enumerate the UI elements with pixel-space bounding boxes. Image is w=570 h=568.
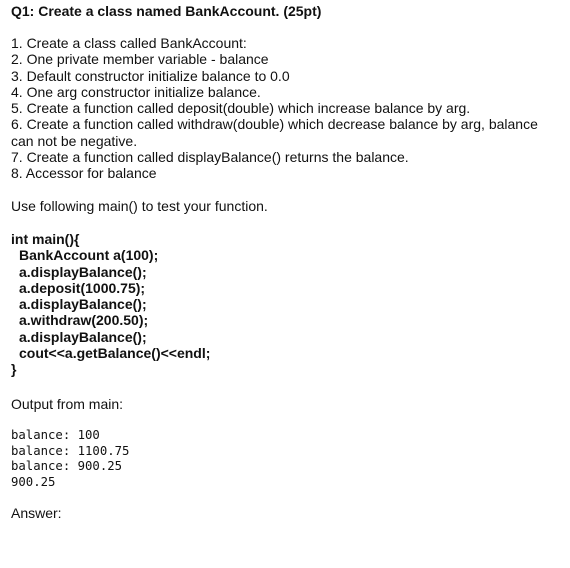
- code-line: a.displayBalance();: [19, 296, 147, 313]
- code-line: int main(){: [11, 231, 80, 247]
- requirement-item: 4. One arg constructor initialize balance.: [11, 83, 261, 100]
- program-output-block: [11, 428, 129, 490]
- output-line: balance: 1100.75: [11, 443, 130, 458]
- requirements-list: [11, 35, 563, 182]
- requirement-item: 5. Create a function called deposit(double) which increase balance by arg.: [11, 100, 471, 117]
- code-line: a.displayBalance();: [19, 328, 147, 345]
- code-line: a.withdraw(200.50);: [19, 312, 149, 329]
- code-line: a.displayBalance();: [19, 263, 147, 280]
- answer-label: Answer:: [11, 505, 62, 521]
- requirement-item: 7. Create a function called displayBalance() returns the balance.: [11, 149, 409, 166]
- output-line: balance: 900.25: [11, 459, 123, 473]
- question-title: Q1: Create a class named BankAccount. (25pt): [11, 3, 322, 19]
- requirement-item: 8. Accessor for balance: [11, 165, 157, 182]
- output-line: 900.25: [11, 474, 56, 489]
- code-line: a.deposit(1000.75);: [19, 279, 146, 296]
- output-heading: Output from main:: [11, 396, 124, 412]
- requirement-item: 6. Create a function called withdraw(double) which decrease balance by arg, balance can not be negative.: [11, 116, 538, 149]
- test-instructions: Use following main() to test your function.: [11, 198, 268, 214]
- code-line: BankAccount a(100);: [19, 247, 159, 264]
- requirement-item: 3. Default constructor initialize balance to 0.0: [11, 67, 290, 84]
- code-line: cout<<a.getBalance()<<endl;: [19, 345, 211, 362]
- requirement-item: 2. One private member variable - balance: [11, 51, 269, 68]
- code-line: }: [11, 361, 17, 378]
- main-code-block: [11, 231, 210, 378]
- output-line: balance: 100: [11, 428, 100, 442]
- requirement-item: 1. Create a class called BankAccount:: [11, 35, 247, 51]
